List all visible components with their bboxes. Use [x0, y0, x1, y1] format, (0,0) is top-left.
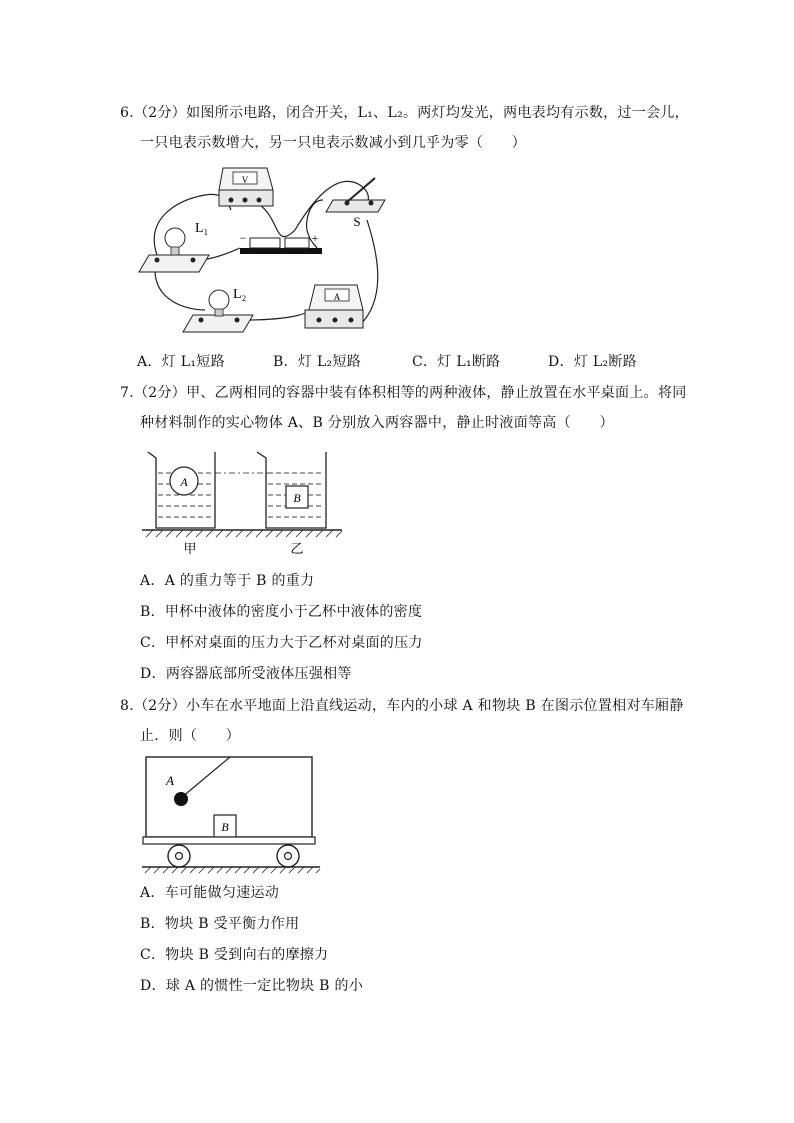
q6-option-a: A．灯 L₁短路	[137, 354, 225, 370]
cart-wheel-right	[277, 845, 299, 867]
block-b-label: B	[221, 820, 229, 834]
q7-option-a: A．A 的重力等于 B 的重力	[140, 573, 315, 589]
q8-option-d: D．球 A 的惯性一定比物块 B 的小	[140, 978, 364, 994]
cart-wheel-left	[168, 845, 190, 867]
ball-a	[174, 792, 188, 806]
q7-stem-line1: 7.（2分）甲、乙两相同的容器中装有体积相等的两种液体，静止放置在水平桌面上。将同	[120, 385, 687, 401]
lamp-l2-label: L₂	[233, 287, 247, 302]
caption-yi: 乙	[290, 541, 304, 556]
q6-circuit-figure	[135, 160, 395, 350]
beaker-yi	[257, 452, 326, 528]
q7-option-d: D．两容器底部所受液体压强相等	[140, 666, 352, 682]
q6-option-d: D．灯 L₂断路	[548, 354, 637, 370]
q7-option-b: B．甲杯中液体的密度小于乙杯中液体的密度	[140, 604, 423, 620]
lamp-l1-label: L₁	[195, 221, 209, 236]
q7-option-c: C．甲杯对桌面的压力大于乙杯对桌面的压力	[140, 635, 423, 651]
q8-option-c: C．物块 B 受到向右的摩擦力	[140, 947, 329, 963]
switch-s	[326, 178, 385, 229]
battery-plus: +	[311, 231, 319, 245]
ammeter-label: A	[333, 292, 341, 302]
q8-stem-line2: 止．则（ ）	[140, 728, 241, 744]
q7-stem-line2: 种材料制作的实心物体 A、B 分别放入两容器中，静止时液面等高（ ）	[140, 415, 614, 431]
ammeter	[305, 285, 363, 328]
q6-stem-line2: 一只电表示数增大，另一只电表示数减小到几乎为零（ ）	[140, 135, 527, 151]
q6-stem-line1: 6.（2分）如图所示电路，闭合开关，L₁、L₂。两灯均发光，两电表均有示数，过一会儿，	[120, 105, 689, 121]
voltmeter-label: V	[241, 175, 249, 185]
lamp-l1	[139, 221, 209, 272]
ball-a-label: A	[180, 475, 188, 489]
q8-cart-figure	[140, 752, 330, 877]
cart-chassis	[143, 837, 315, 844]
ball-a-label: A	[166, 773, 174, 788]
voltmeter	[219, 168, 273, 206]
q8-option-a: A．车可能做匀速运动	[140, 885, 280, 901]
switch-label: S	[353, 214, 361, 229]
battery-minus: −	[239, 231, 247, 245]
q8-option-b: B．物块 B 受平衡力作用	[140, 916, 300, 932]
q8-stem-line1: 8.（2分）小车在水平地面上沿直线运动，车内的小球 A 和物块 B 在图示位置相对车厢静	[120, 698, 684, 714]
q6-option-c: C．灯 L₁断路	[412, 354, 501, 370]
beaker-jia	[148, 452, 215, 528]
block-b-label: B	[293, 491, 301, 505]
q6-option-b: B．灯 L₂短路	[273, 354, 362, 370]
q7-containers-figure	[140, 440, 350, 560]
caption-jia: 甲	[183, 541, 197, 556]
